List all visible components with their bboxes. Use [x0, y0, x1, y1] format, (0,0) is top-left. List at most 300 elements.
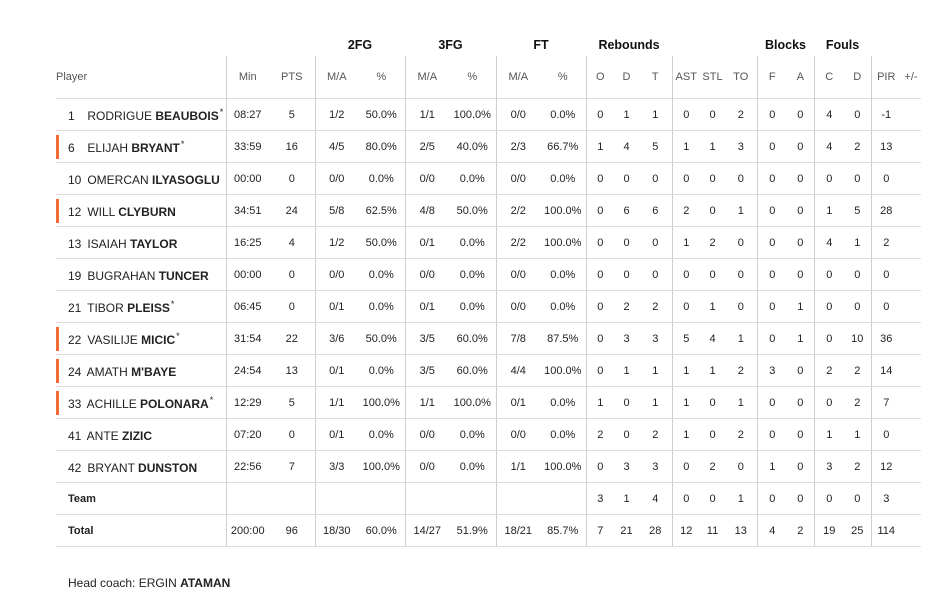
group-header-blank: [56, 34, 226, 56]
stat-stl: 0: [700, 163, 725, 195]
team-label[interactable]: Team: [56, 483, 226, 515]
stat-pir: 3: [871, 483, 901, 515]
player-asterisk: *: [176, 330, 180, 341]
stat-pir: 28: [871, 195, 901, 227]
player-last-name: BRYANT: [131, 140, 180, 155]
group-header-2fg: 2FG: [347, 38, 373, 52]
stat-blk-f: 4: [757, 515, 787, 547]
player-cell[interactable]: [56, 451, 226, 483]
stat-plusminus: [901, 451, 921, 483]
stat-3fg-ma: 3/5: [405, 323, 449, 355]
stat-reb-d: 0: [614, 387, 639, 419]
stat-2fg-ma: 18/30: [315, 515, 358, 547]
stat-ft-ma: 0/1: [496, 387, 540, 419]
starter-marker: [56, 359, 59, 383]
stat-fouls-c: 4: [814, 131, 844, 163]
stat-blk-f: 0: [757, 323, 787, 355]
player-asterisk: *: [219, 106, 224, 117]
player-last-name: ZIZIC: [122, 428, 153, 443]
player-asterisk: *: [170, 298, 175, 309]
stat-ft-pct: 100.0%: [540, 451, 586, 483]
stat-blk-f: 0: [757, 259, 787, 291]
starter-marker: [56, 327, 59, 351]
stat-fouls-d: 2: [844, 387, 871, 419]
stat-3fg-pct: 0.0%: [449, 163, 496, 195]
stat-ast: 1: [672, 355, 700, 387]
stat-blk-a: 0: [787, 227, 814, 259]
player-asterisk: *: [180, 138, 185, 149]
column-header-3fg-pct[interactable]: %: [449, 56, 496, 99]
stat-ft-ma: 1/1: [496, 451, 540, 483]
stat-2fg-pct: 60.0%: [358, 515, 405, 547]
stat-fouls-d: 5: [844, 195, 871, 227]
stat-fouls-c: 0: [814, 387, 844, 419]
stat-pts: 22: [269, 323, 315, 355]
stat-pts: 5: [269, 99, 315, 131]
starter-marker: [56, 135, 59, 159]
stat-3fg-pct: 100.0%: [449, 387, 496, 419]
stat-fouls-c: 0: [814, 483, 844, 515]
group-header-blank: [672, 34, 757, 56]
stat-reb-t: 0: [639, 227, 672, 259]
stat-reb-o: 1: [586, 387, 614, 419]
column-header-blk-f[interactable]: F: [768, 71, 776, 83]
player-first-name: TIBOR: [87, 300, 124, 315]
stat-blk-f: 1: [757, 451, 787, 483]
player-number: 12: [68, 204, 82, 219]
stat-reb-t: 2: [639, 419, 672, 451]
stat-ast: 0: [672, 451, 700, 483]
player-cell[interactable]: [56, 131, 226, 163]
player-number: 19: [68, 268, 82, 283]
stat-stl: 2: [700, 451, 725, 483]
stat-stl: 0: [700, 259, 725, 291]
stat-fouls-c: 3: [814, 451, 844, 483]
stat-3fg-ma: 0/0: [405, 451, 449, 483]
stat-fouls-d: 1: [844, 419, 871, 451]
player-first-name: ISAIAH: [87, 236, 127, 251]
stat-reb-t: 3: [639, 451, 672, 483]
stat-fouls-c: 1: [814, 195, 844, 227]
stat-reb-o: 0: [586, 259, 614, 291]
stat-blk-a: 0: [787, 355, 814, 387]
stat-reb-o: 0: [586, 227, 614, 259]
column-header-blk-a[interactable]: A: [787, 56, 814, 99]
stat-plusminus: [901, 483, 921, 515]
player-number: 33: [68, 396, 82, 411]
group-header-3fg: 3FG: [438, 38, 463, 52]
player-last-name: PLEISS: [127, 300, 170, 315]
column-header-ast[interactable]: AST: [675, 71, 697, 83]
stat-ft-ma: 0/0: [496, 99, 540, 131]
stat-to: 1: [725, 483, 757, 515]
stat-blk-a: 1: [787, 323, 814, 355]
stat-pts: 0: [269, 419, 315, 451]
column-header-min[interactable]: Min: [238, 71, 257, 83]
stat-ft-pct: 0.0%: [540, 387, 586, 419]
stat-pir: 114: [871, 515, 901, 547]
stat-pts: 0: [269, 291, 315, 323]
stat-pir: 0: [871, 419, 901, 451]
stat-3fg-pct: 60.0%: [449, 323, 496, 355]
stat-ft-ma: 18/21: [496, 515, 540, 547]
stat-to: 0: [725, 451, 757, 483]
column-header-to[interactable]: TO: [725, 56, 757, 99]
stat-ft-pct: 66.7%: [540, 131, 586, 163]
stat-3fg-ma: 1/1: [405, 99, 449, 131]
stat-ast: 5: [672, 323, 700, 355]
stat-min: 07:20: [226, 419, 269, 451]
stat-2fg-pct: 0.0%: [358, 419, 405, 451]
stat-3fg-pct: 100.0%: [449, 99, 496, 131]
stat-fouls-d: 25: [844, 515, 871, 547]
stat-pts: [269, 483, 315, 515]
stat-2fg-pct: 100.0%: [358, 451, 405, 483]
player-row: [56, 355, 921, 387]
column-header-reb-o[interactable]: O: [595, 71, 605, 83]
player-cell[interactable]: [56, 227, 226, 259]
column-header-2fg-ma[interactable]: M/A: [326, 71, 347, 83]
stat-reb-t: 1: [639, 387, 672, 419]
stat-2fg-pct: 50.0%: [358, 227, 405, 259]
stat-pir: 7: [871, 387, 901, 419]
player-number: 21: [68, 300, 82, 315]
stat-2fg-ma: 0/0: [315, 259, 358, 291]
stat-blk-a: 0: [787, 131, 814, 163]
stat-min: 24:54: [226, 355, 269, 387]
stat-ft-pct: 100.0%: [540, 355, 586, 387]
stat-fouls-c: 0: [814, 323, 844, 355]
stat-stl: 0: [700, 195, 725, 227]
stat-ft-pct: 100.0%: [540, 195, 586, 227]
stat-ft-ma: 0/0: [496, 419, 540, 451]
stat-2fg-ma: 3/3: [315, 451, 358, 483]
stat-pir: 0: [871, 259, 901, 291]
stat-reb-t: 5: [639, 131, 672, 163]
stat-fouls-d: 2: [844, 451, 871, 483]
stat-ft-ma: 0/0: [496, 291, 540, 323]
column-header-3fg-ma[interactable]: M/A: [417, 71, 438, 83]
stat-blk-f: 0: [757, 99, 787, 131]
stat-blk-f: 3: [757, 355, 787, 387]
stat-to: 0: [725, 291, 757, 323]
stat-reb-d: 0: [614, 419, 639, 451]
stat-reb-o: 0: [586, 323, 614, 355]
stat-2fg-ma: 0/0: [315, 163, 358, 195]
stat-2fg-ma: 1/2: [315, 99, 358, 131]
player-number: 1: [68, 108, 75, 123]
stat-fouls-d: 1: [844, 227, 871, 259]
stat-pir: 36: [871, 323, 901, 355]
stat-reb-d: 6: [614, 195, 639, 227]
total-row: [56, 515, 921, 547]
stat-stl: 4: [700, 323, 725, 355]
stat-min: 22:56: [226, 451, 269, 483]
stat-to: 0: [725, 163, 757, 195]
stat-stl: 0: [700, 387, 725, 419]
stat-ast: 1: [672, 131, 700, 163]
stat-ft-ma: 0/0: [496, 163, 540, 195]
player-asterisk: *: [209, 394, 214, 405]
column-header-reb-t[interactable]: T: [639, 56, 672, 99]
stat-min: [226, 483, 269, 515]
stat-pir: 2: [871, 227, 901, 259]
stat-min: 31:54: [226, 323, 269, 355]
player-number: 10: [68, 172, 82, 187]
head-coach-label: Head coach:: [68, 576, 136, 590]
stat-reb-t: 3: [639, 323, 672, 355]
stat-3fg-ma: 0/0: [405, 419, 449, 451]
stat-reb-o: 0: [586, 195, 614, 227]
player-last-name: BEAUBOIS: [155, 108, 219, 123]
player-number: 24: [68, 364, 82, 379]
player-first-name: OMERCAN: [87, 172, 149, 187]
stat-stl: 0: [700, 483, 725, 515]
stat-2fg-ma: 4/5: [315, 131, 358, 163]
stat-ft-pct: 0.0%: [540, 291, 586, 323]
stat-ast: 1: [672, 419, 700, 451]
stat-pts: 5: [269, 387, 315, 419]
stat-to: 1: [725, 323, 757, 355]
stat-to: 13: [725, 515, 757, 547]
stat-fouls-d: 2: [844, 355, 871, 387]
stat-plusminus: [901, 355, 921, 387]
column-header-plusminus[interactable]: +/-: [904, 71, 918, 83]
stat-min: 34:51: [226, 195, 269, 227]
column-header-fouls-d[interactable]: D: [844, 56, 871, 99]
stat-2fg-ma: 1/2: [315, 227, 358, 259]
player-cell[interactable]: [56, 163, 226, 195]
player-cell[interactable]: [56, 323, 226, 355]
stat-reb-t: 1: [639, 355, 672, 387]
stat-ast: 1: [672, 227, 700, 259]
stat-pts: 96: [269, 515, 315, 547]
player-first-name: ACHILLE: [86, 396, 137, 411]
player-number: 42: [68, 460, 82, 475]
stat-ft-pct: 87.5%: [540, 323, 586, 355]
stat-ft-pct: 0.0%: [540, 259, 586, 291]
stat-ft-ma: 2/3: [496, 131, 540, 163]
stat-fouls-d: 0: [844, 291, 871, 323]
stat-fouls-c: 0: [814, 259, 844, 291]
stat-3fg-ma: 0/1: [405, 227, 449, 259]
stat-3fg-ma: [405, 483, 449, 515]
stat-reb-d: 4: [614, 131, 639, 163]
stat-reb-d: 1: [614, 99, 639, 131]
stat-blk-f: 0: [757, 163, 787, 195]
stat-reb-o: 0: [586, 291, 614, 323]
stat-plusminus: [901, 259, 921, 291]
stat-blk-a: 0: [787, 99, 814, 131]
boxscore-table: [56, 34, 921, 547]
stat-ft-pct: 100.0%: [540, 227, 586, 259]
stat-reb-d: 1: [614, 355, 639, 387]
stat-stl: 1: [700, 131, 725, 163]
stat-ast: 1: [672, 387, 700, 419]
stat-to: 2: [725, 99, 757, 131]
stat-blk-f: 0: [757, 195, 787, 227]
player-cell[interactable]: [56, 355, 226, 387]
player-row: [56, 99, 921, 131]
stat-reb-t: 1: [639, 99, 672, 131]
player-cell[interactable]: [56, 419, 226, 451]
stat-2fg-pct: 0.0%: [358, 291, 405, 323]
stat-2fg-pct: 50.0%: [358, 323, 405, 355]
stat-fouls-d: 0: [844, 99, 871, 131]
stat-reb-t: 2: [639, 291, 672, 323]
stat-3fg-pct: 0.0%: [449, 259, 496, 291]
stat-blk-f: 0: [757, 419, 787, 451]
stat-ast: 0: [672, 163, 700, 195]
stat-blk-a: 0: [787, 451, 814, 483]
player-number: 6: [68, 140, 75, 155]
player-last-name: M'BAYE: [131, 364, 177, 379]
stat-plusminus: [901, 99, 921, 131]
stat-to: 1: [725, 195, 757, 227]
stat-reb-o: 0: [586, 99, 614, 131]
stat-pts: 0: [269, 163, 315, 195]
stat-reb-d: 3: [614, 451, 639, 483]
player-last-name: TUNCER: [158, 268, 209, 283]
stat-reb-o: 3: [586, 483, 614, 515]
stat-3fg-ma: 3/5: [405, 355, 449, 387]
stat-2fg-ma: 3/6: [315, 323, 358, 355]
stat-pir: -1: [871, 99, 901, 131]
player-row: [56, 195, 921, 227]
stat-blk-a: 0: [787, 163, 814, 195]
stat-plusminus: [901, 131, 921, 163]
stat-plusminus: [901, 323, 921, 355]
stat-blk-a: 1: [787, 291, 814, 323]
stat-blk-f: 0: [757, 483, 787, 515]
player-first-name: RODRIGUE: [87, 108, 153, 123]
stat-3fg-pct: 50.0%: [449, 195, 496, 227]
stat-pts: 4: [269, 227, 315, 259]
stat-min: 00:00: [226, 163, 269, 195]
stat-2fg-pct: 0.0%: [358, 355, 405, 387]
player-first-name: VASILIJE: [87, 332, 138, 347]
stat-reb-d: 3: [614, 323, 639, 355]
column-header-2fg-pct[interactable]: %: [358, 56, 405, 99]
stat-2fg-pct: 100.0%: [358, 387, 405, 419]
stat-pir: 12: [871, 451, 901, 483]
player-last-name: CLYBURN: [118, 204, 176, 219]
stat-blk-f: 0: [757, 291, 787, 323]
stat-reb-t: 28: [639, 515, 672, 547]
stat-stl: 11: [700, 515, 725, 547]
stat-ast: 0: [672, 99, 700, 131]
player-cell[interactable]: [56, 259, 226, 291]
stat-fouls-c: 19: [814, 515, 844, 547]
stat-fouls-c: 2: [814, 355, 844, 387]
stat-stl: 0: [700, 419, 725, 451]
stat-min: 200:00: [226, 515, 269, 547]
stat-to: 0: [725, 227, 757, 259]
stat-blk-f: 0: [757, 387, 787, 419]
stat-ast: 0: [672, 291, 700, 323]
stat-pir: 13: [871, 131, 901, 163]
stat-pir: 14: [871, 355, 901, 387]
stat-to: 0: [725, 259, 757, 291]
stat-fouls-d: 0: [844, 259, 871, 291]
group-header-ft: FT: [533, 38, 549, 52]
player-cell[interactable]: [56, 387, 226, 419]
stat-3fg-pct: 51.9%: [449, 515, 496, 547]
player-cell[interactable]: [56, 99, 226, 131]
player-row: [56, 323, 921, 355]
stat-fouls-c: 4: [814, 227, 844, 259]
column-header-player[interactable]: Player: [56, 56, 226, 99]
stat-2fg-ma: [315, 483, 358, 515]
column-header-reb-d[interactable]: D: [622, 71, 631, 83]
stat-min: 12:29: [226, 387, 269, 419]
stat-fouls-c: 4: [814, 99, 844, 131]
column-header-ft-pct[interactable]: %: [540, 56, 586, 99]
stat-blk-a: 0: [787, 483, 814, 515]
stat-reb-d: 0: [614, 259, 639, 291]
starter-marker: [56, 199, 59, 223]
stat-3fg-pct: 40.0%: [449, 131, 496, 163]
stat-blk-a: 0: [787, 259, 814, 291]
stat-2fg-pct: 0.0%: [358, 259, 405, 291]
stat-3fg-ma: 4/8: [405, 195, 449, 227]
head-coach-last-name: ATAMAN: [180, 576, 231, 590]
player-row: [56, 163, 921, 195]
stat-min: 16:25: [226, 227, 269, 259]
player-first-name: BRYANT: [87, 460, 135, 475]
stat-ft-ma: 2/2: [496, 227, 540, 259]
stat-fouls-c: 0: [814, 291, 844, 323]
stat-reb-d: 0: [614, 227, 639, 259]
stat-reb-d: 21: [614, 515, 639, 547]
stat-3fg-ma: 0/0: [405, 259, 449, 291]
column-header-pir[interactable]: PIR: [877, 71, 896, 83]
stat-3fg-pct: 0.0%: [449, 227, 496, 259]
stat-2fg-ma: 5/8: [315, 195, 358, 227]
stat-pir: 0: [871, 163, 901, 195]
player-last-name: DUNSTON: [138, 460, 198, 475]
stat-stl: 2: [700, 227, 725, 259]
stat-ast: 0: [672, 483, 700, 515]
stat-min: 06:45: [226, 291, 269, 323]
stat-plusminus: [901, 291, 921, 323]
stat-3fg-pct: [449, 483, 496, 515]
player-row: [56, 451, 921, 483]
player-cell[interactable]: [56, 195, 226, 227]
stat-reb-o: 0: [586, 451, 614, 483]
group-header-blank: [269, 34, 315, 56]
stat-pts: 13: [269, 355, 315, 387]
stat-reb-o: 2: [586, 419, 614, 451]
column-header-row: [56, 56, 921, 99]
stat-reb-d: 2: [614, 291, 639, 323]
column-header-pts[interactable]: PTS: [269, 56, 315, 99]
column-header-stl[interactable]: STL: [702, 71, 723, 83]
player-first-name: WILL: [87, 204, 115, 219]
stat-2fg-ma: 0/1: [315, 355, 358, 387]
player-first-name: ANTE: [86, 428, 119, 443]
stat-3fg-ma: 14/27: [405, 515, 449, 547]
player-first-name: BUGRAHAN: [87, 268, 156, 283]
column-header-fouls-c[interactable]: C: [825, 71, 834, 83]
stat-stl: 1: [700, 291, 725, 323]
total-label[interactable]: Total: [56, 515, 226, 547]
stat-3fg-ma: 0/1: [405, 291, 449, 323]
stat-fouls-c: 0: [814, 163, 844, 195]
stat-plusminus: [901, 227, 921, 259]
column-header-ft-ma[interactable]: M/A: [508, 71, 529, 83]
player-cell[interactable]: [56, 291, 226, 323]
